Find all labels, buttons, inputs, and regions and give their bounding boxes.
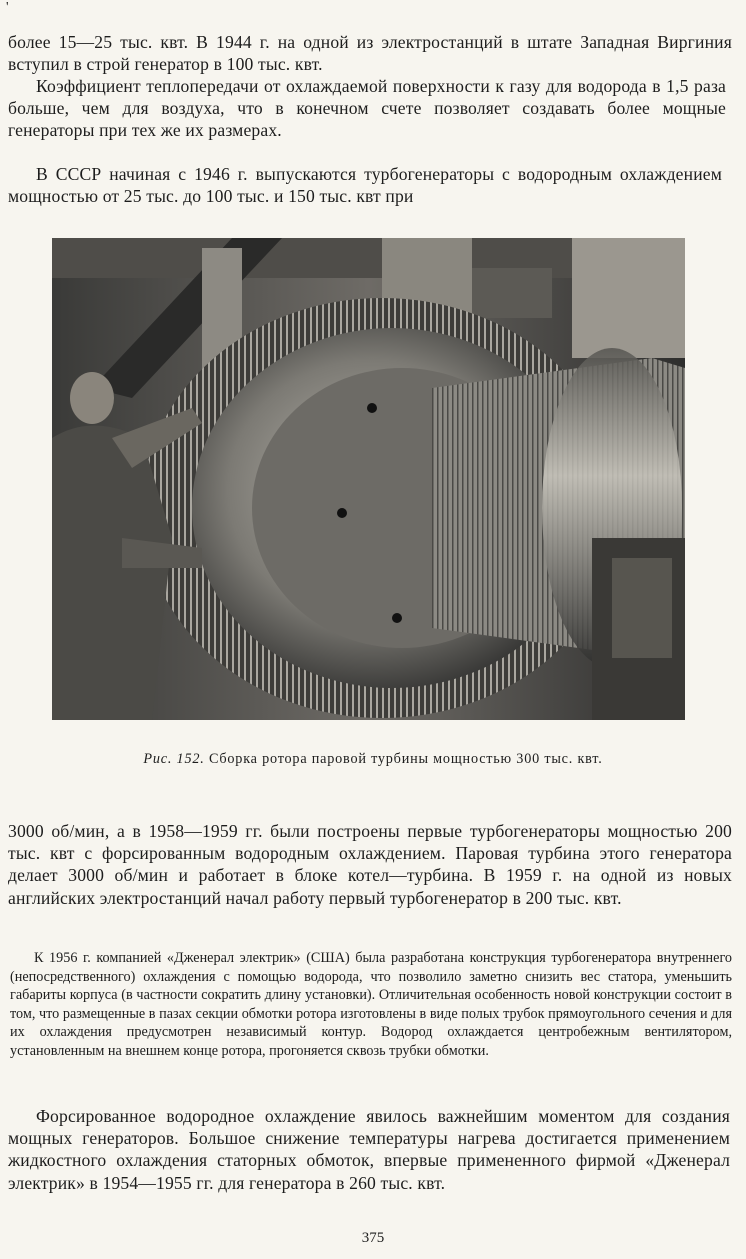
paragraph-3: В СССР начиная с 1946 г. выпускаются турбогенераторы с водородным охлаждением мощностью от 25 тыс. до 100 тыс. и 150 тыс. квт при <box>8 164 722 207</box>
paragraph-2: Коэффициент теплопередачи от охлаждаемой поверхности к газу для водорода в 1,5 раза больше, чем для воздуха, что в конечном счете позволяет создавать более мощные генераторы при тех же их размерах. <box>8 76 726 141</box>
page-number: 375 <box>361 1230 385 1246</box>
paragraph-4: 3000 об/мин, а в 1958—1959 гг. были построены первые турбогенераторы мощностью 200 тыс. квт с форсированным водородным охлаждением. Паровая турбина этого генератора делает 3000 об/мин и работает в блоке котел—турбина. В 1959 г. на одной из новых английских электростанций начал работу первый турбогенератор в 200 тыс. квт. <box>8 821 732 908</box>
turbine-rotor-photo <box>52 238 685 720</box>
figure-caption <box>0 751 746 768</box>
page-mark: ' <box>6 0 9 15</box>
figure-label: Рис. 152. <box>143 751 205 767</box>
paragraph-5: Форсированное водородное охлаждение явилось важнейшим моментом для создания мощных генераторов. Большое снижение температуры нагрева достигается применением жидкостного охлаждения статорных обмоток, впервые примененного фирмой «Дженерал электрик» в 1954—1955 гг. для генератора в 260 тыс. квт. <box>8 1106 730 1193</box>
figure-caption-text: Сборка ротора паровой турбины мощностью 300 тыс. квт. <box>208 751 603 767</box>
paragraph-1: более 15—25 тыс. квт. В 1944 г. на одной из электростанций в штате Западная Виргиния вступил в строй генератор в 100 тыс. квт. <box>8 32 732 75</box>
turbine-rotor-illustration <box>52 238 685 720</box>
small-print-note: К 1956 г. компанией «Дженерал электрик» (США) была разработана конструкция турбогенератора внутреннего (непосредственного) охлаждения с помощью водорода, что позволило заметно снизить вес статора, уменьшить габариты корпуса (в частности сократить длину установки). Отличительная особенность новой конструкции состоит в том, что размещенные в пазах секции обмотки ротора изготовлены в виде полых трубок прямоугольного сечения и для их охлаждения предусмотрен независимый контур. Водород охлаждается центробежным вентилятором, установленным на внешнем конце ротора, прогоняется сквозь трубки обмотки. <box>10 950 732 1059</box>
